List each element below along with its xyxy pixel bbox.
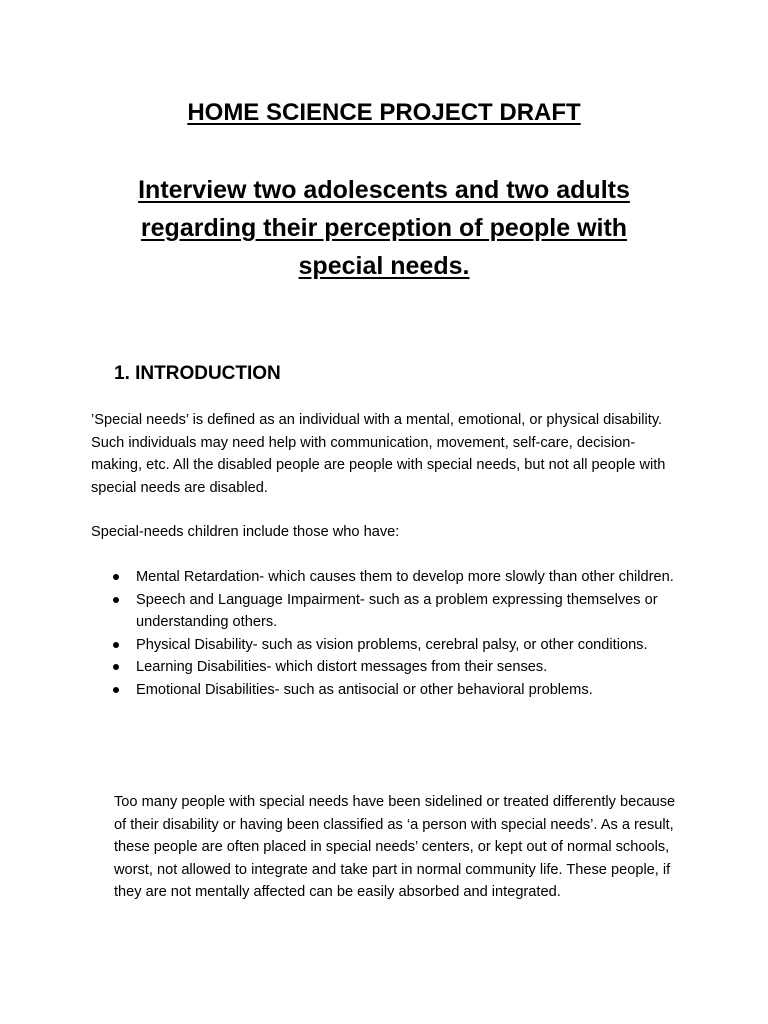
intro-paragraph: ’Special needs’ is defined as an individual with a mental, emotional, or physical disability. Such individuals may need help with communication, movement, self-care, decision-making, etc. All the disabled people are people with special needs, but not all people with special needs are disabled.: [91, 412, 666, 496]
special-needs-list: [108, 566, 688, 701]
document-subtitle: Interview two adolescents and two adults regarding their perception of people with special needs.: [138, 176, 630, 280]
list-item-text: Physical Disability- such as vision problems, cerebral palsy, or other conditions.: [136, 636, 648, 653]
list-item: [108, 656, 688, 679]
closing-paragraph: Too many people with special needs have been sidelined or treated differently because of their disability or having been classified as ‘a person with special needs’. As a result, these people are often placed in special needs’ centers, or kept out of normal schools, worst, not allowed to integrate and take part in normal community life. These people, if they are not mentally affected can be easily absorbed and integrated.: [114, 794, 676, 900]
bullet-icon: [113, 642, 119, 648]
bullet-icon: [113, 664, 119, 670]
section-heading-introduction: 1. INTRODUCTION: [114, 363, 281, 384]
bullet-icon: [113, 597, 119, 603]
document-title: HOME SCIENCE PROJECT DRAFT: [187, 99, 581, 126]
list-item: [108, 566, 688, 589]
list-lead-text: Special-needs children include those who have:: [91, 524, 400, 540]
bullet-icon: [113, 687, 119, 693]
bullet-icon: [113, 574, 119, 580]
list-item-text: Emotional Disabilities- such as antisocial or other behavioral problems.: [136, 681, 593, 698]
list-item: [108, 679, 688, 702]
list-item-text: Mental Retardation- which causes them to develop more slowly than other children.: [136, 569, 674, 585]
list-item-text: Speech and Language Impairment- such as a problem expressing themselves or understanding others.: [136, 591, 658, 630]
list-item: [108, 589, 688, 634]
list-item: [108, 634, 688, 657]
list-item-text: Learning Disabilities- which distort messages from their senses.: [136, 659, 548, 675]
